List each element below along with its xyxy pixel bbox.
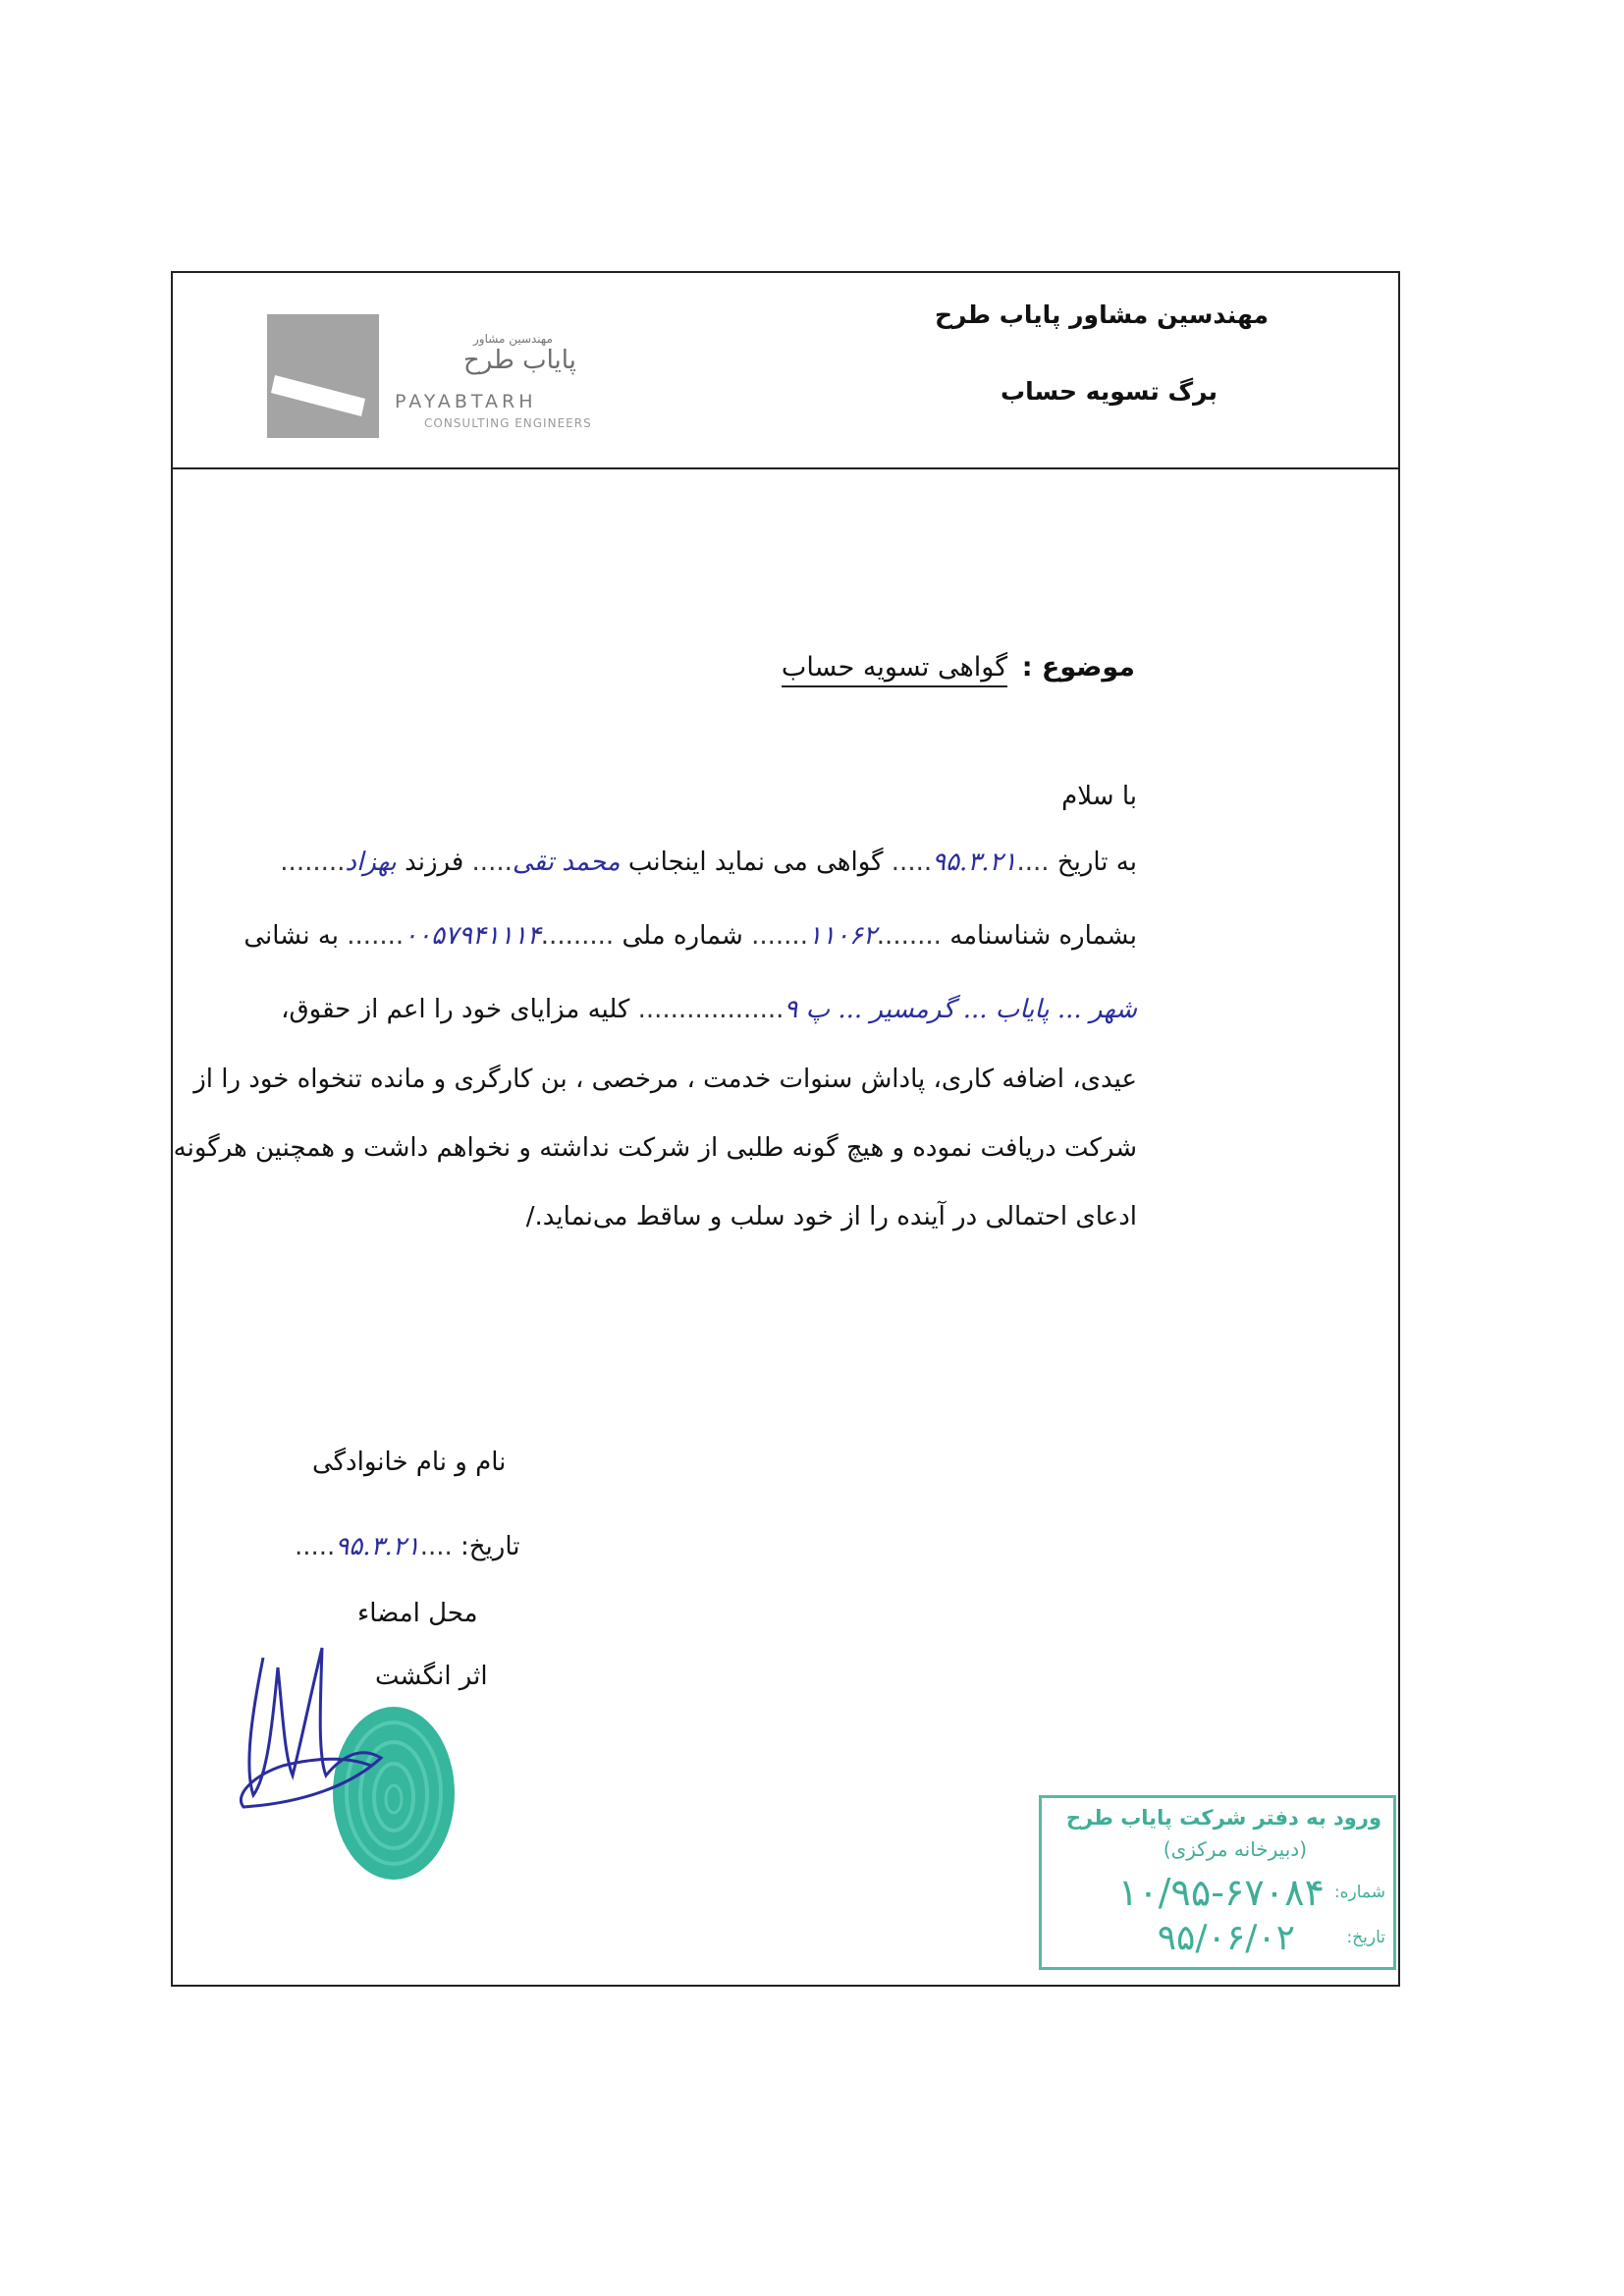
document-frame — [171, 271, 1400, 1987]
sign-label: محل امضاء — [357, 1599, 478, 1628]
logo-name-fa: پایاب طرح — [463, 346, 576, 375]
stamp-number: ۱۰/۹۵-۶۷۰۸۴ — [1117, 1871, 1325, 1914]
line2-text-1: بشماره شناسنامه — [949, 921, 1137, 951]
name-label: نام و نام خانوادگی — [312, 1448, 507, 1477]
body-line-1 — [280, 847, 1137, 877]
line3-dots: .................. — [637, 995, 785, 1024]
stamp-date-label: تاریخ: — [1346, 1928, 1385, 1947]
stamp-line-1: ورود به دفتر شرکت پایاب طرح — [1065, 1806, 1381, 1830]
logo-mark — [267, 314, 379, 438]
signature-mark — [224, 1628, 401, 1829]
company-logo — [267, 314, 630, 442]
line1-dots-1: .... — [1016, 847, 1050, 877]
logo-subtitle: CONSULTING ENGINEERS — [424, 416, 592, 430]
header-divider — [173, 467, 1398, 469]
signature-date — [295, 1532, 520, 1561]
line1-text-2: گواهی می نماید اینجانب — [627, 847, 884, 877]
line1-date: ۹۵.۳.۲۱ — [932, 847, 1017, 877]
stamp-number-label: شماره: — [1333, 1883, 1385, 1902]
body-line-5: شرکت دریافت نموده و هیچ گونه طلبی از شرکت نداشته و نخواهم داشت و همچنین هرگونه — [173, 1133, 1137, 1163]
line2-dots-3: ......... — [540, 921, 615, 951]
stamp-line-2: (دبیرخانه مرکزی) — [1163, 1837, 1307, 1861]
line1-name: محمد تقی — [512, 847, 621, 877]
greeting: با سلام — [1061, 782, 1137, 811]
signature-date-label: تاریخ: — [460, 1532, 520, 1561]
line3-text: کلیه مزایای خود را اعم از حقوق، — [281, 995, 630, 1024]
line1-text-3: فرزند — [405, 847, 464, 877]
line1-dots-4: ........ — [280, 847, 346, 877]
fingerprint-label: اثر انگشت — [375, 1662, 488, 1691]
body-line-4: عیدی، اضافه کاری، پاداش سنوات خدمت ، مرخصی ، بن کارگری و مانده تنخواه خود را از — [193, 1065, 1137, 1094]
company-name: مهندسین مشاور پایاب طرح — [934, 301, 1269, 329]
subject-line — [782, 652, 1135, 683]
line2-dots-4: ....... — [347, 921, 405, 951]
line1-father: بهزاد — [345, 847, 397, 877]
logo-name-en: PAYABTARH — [395, 391, 537, 412]
form-title: برگ تسویه حساب — [1001, 377, 1218, 406]
body-line-3 — [281, 995, 1137, 1024]
logo-small-fa: مهندسین مشاور — [473, 332, 553, 346]
stamp-date: ۹۵/۰۶/۰۲ — [1157, 1918, 1295, 1958]
line2-dots-1: ........ — [876, 921, 942, 951]
line2-dots-2: ....... — [751, 921, 808, 951]
body-line-6: ادعای احتمالی در آینده را از خود سلب و ساقط می‌نماید./ — [525, 1202, 1137, 1231]
line2-national-id: ۰۰۵۷۹۴۱۱۱۴ — [404, 921, 541, 951]
line1-text-1: به تاریخ — [1056, 847, 1137, 877]
line1-dots-2: ..... — [891, 847, 933, 877]
subject-value: گواهی تسویه حساب — [782, 652, 1007, 687]
line2-text-2: شماره ملی — [622, 921, 743, 951]
signature-date-dots-2: ..... — [295, 1532, 336, 1561]
subject-label: موضوع : — [1021, 652, 1135, 683]
registry-stamp — [1039, 1795, 1396, 1970]
line2-text-3: به نشانی — [244, 921, 340, 951]
signature-date-value: ۹۵.۳.۲۱ — [335, 1532, 420, 1561]
signature-date-dots-1: .... — [419, 1532, 453, 1561]
line1-dots-3: ..... — [471, 847, 513, 877]
line2-id: ۱۱۰۶۲ — [807, 921, 877, 951]
line3-address: شهر ... پایاب ... گرمسیر ... پ ۹ — [784, 995, 1137, 1024]
body-line-2 — [244, 921, 1137, 951]
